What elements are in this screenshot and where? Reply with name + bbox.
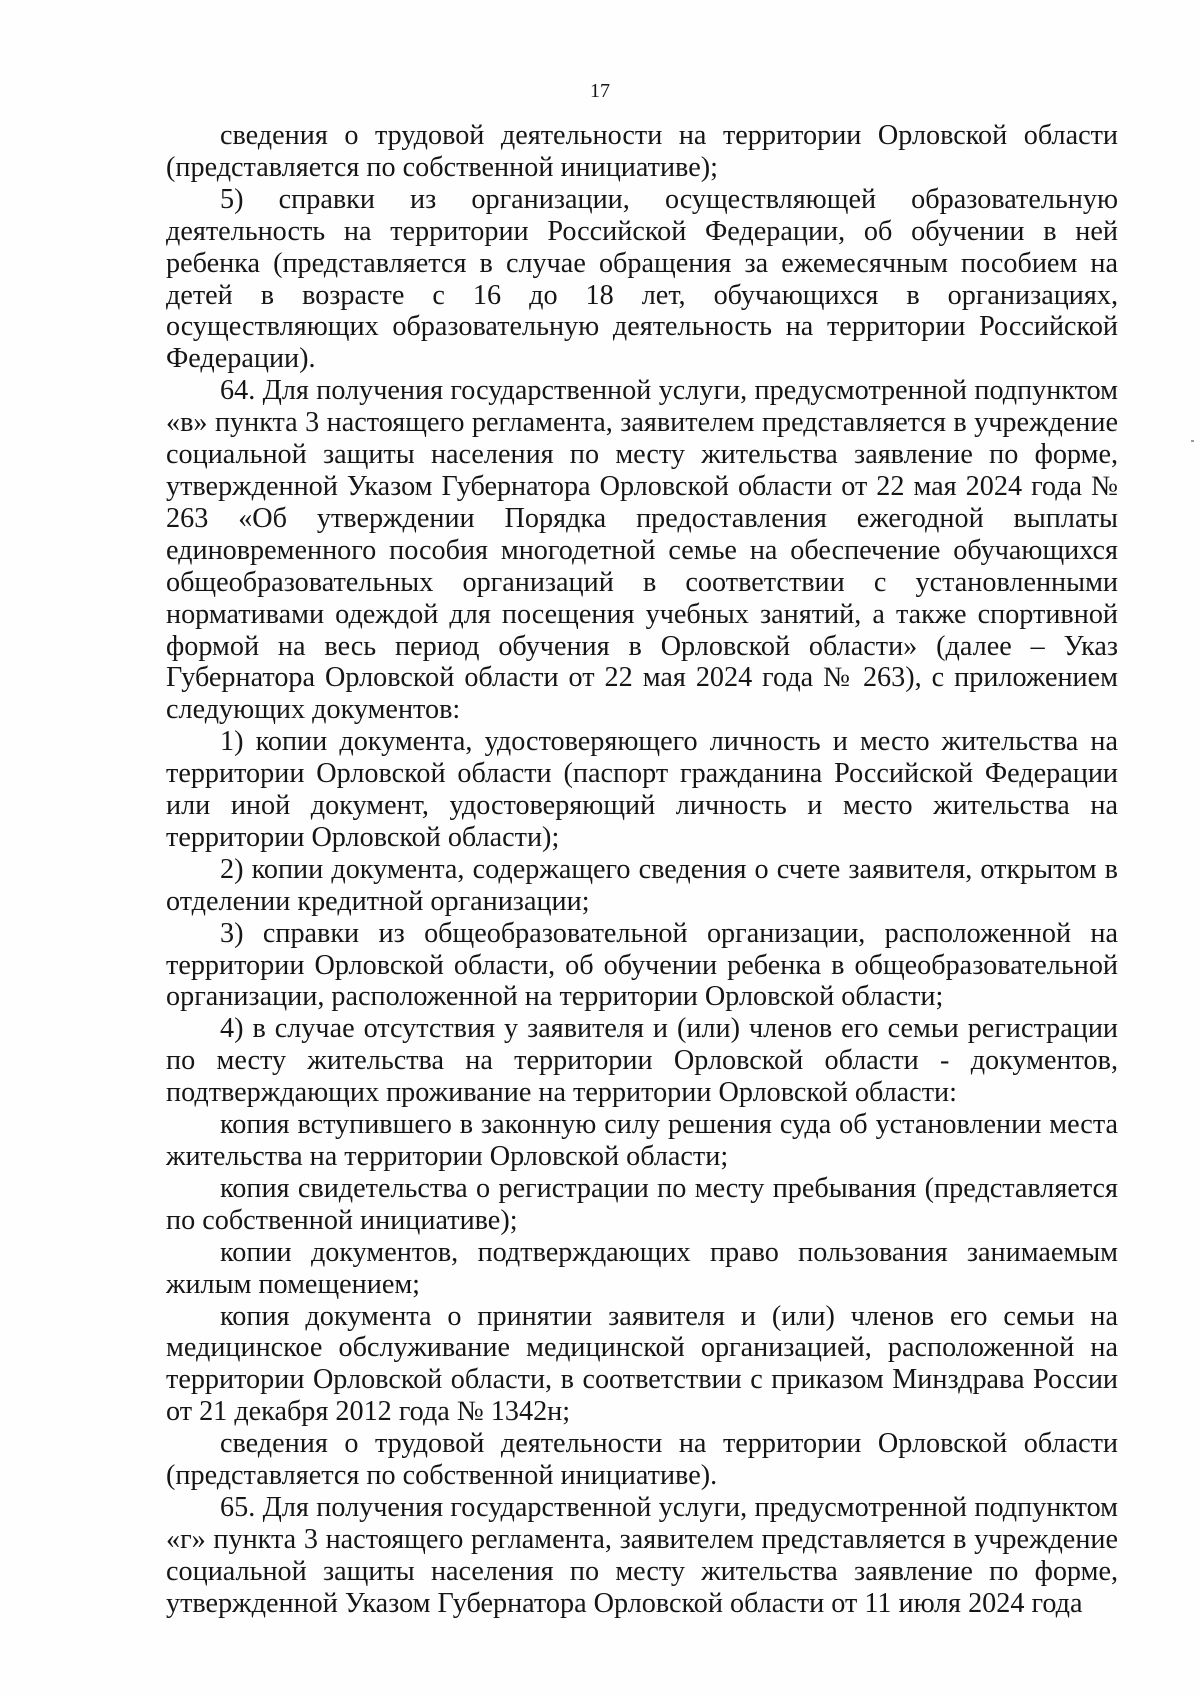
paragraph-court-decision-copy: копия вступившего в законную силу решения суда об установлении места жительства на территории Орловской области;: [166, 1109, 1118, 1172]
paragraph-section-65: 65. Для получения государственной услуги, предусмотренной подпунктом «г» пункта 3 настоящего регламента, заявителем представляется в учреждение социальной защиты населения по месту жительства заявление по форме, утвержденной Указом Губернатора Орловской области от 11 июля 2024 года: [166, 1491, 1118, 1619]
paragraph-item-1-identity-document: 1) копии документа, удостоверяющего личность и место жительства на территории Орловской области (паспорт гражданина Российской Федерации или иной документ, удостоверяющий личность и место жительства на территории Орловской области);: [166, 726, 1118, 853]
paragraph-item-3-school-certificate: 3) справки из общеобразовательной организации, расположенной на территории Орловской области, об обучении ребенка в общеобразовательной организации, расположенной на территории Орловской области;: [166, 917, 1118, 1013]
paragraph-item-2-bank-account: 2) копии документа, содержащего сведения о счете заявителя, открытом в отделении кредитной организации;: [166, 853, 1118, 917]
paragraph-housing-rights-copies: копии документов, подтверждающих право пользования занимаемым жилым помещением;: [166, 1236, 1118, 1300]
paragraph-medical-service-document: копия документа о принятии заявителя и (или) членов его семьи на медицинское обслуживание медицинской организацией, расположенной на территории Орловской области, в соответствии с приказом Минздрава России от 21 декабря 2012 года № 1342н;: [166, 1300, 1118, 1428]
paragraph-section-64: 64. Для получения государственной услуги, предусмотренной подпунктом «в» пункта 3 настоящего регламента, заявителем представляется в учреждение социальной защиты населения по месту жительства заявление по форме, утвержденной Указом Губернатора Орловской области от 22 мая 2024 года № 263 «Об утверждении Порядка предоставления ежегодной выплаты единовременного пособия многодетной семье на обеспечение обучающихся общеобразовательных организаций в соответствии с установленными нормативами одеждой для посещения учебных занятий, а также спортивной формой на весь период обучения в Орловской области» (далее – Указ Губернатора Орловской области от 22 мая 2024 года № 263), с приложением следующих документов:: [166, 375, 1118, 726]
document-body: [166, 120, 1118, 1620]
paragraph-item-4-residence-documents: 4) в случае отсутствия у заявителя и (или) членов его семьи регистрации по месту жительства на территории Орловской области - документов, подтверждающих проживание на территории Орловской области:: [166, 1013, 1118, 1109]
paragraph-work-activity-info-2: сведения о трудовой деятельности на территории Орловской области (представляется по собственной инициативе).: [166, 1428, 1118, 1492]
paragraph-registration-certificate-copy: копия свидетельства о регистрации по месту пребывания (представляется по собственной инициативе);: [166, 1172, 1118, 1236]
scan-speck: [1191, 440, 1194, 442]
paragraph-work-activity-info: сведения о трудовой деятельности на территории Орловской области (представляется по собственной инициативе);: [166, 120, 1118, 183]
page-number: 17: [590, 80, 610, 102]
paragraph-item-5-education-certificate: 5) справки из организации, осуществляющей образовательную деятельность на территории Российской Федерации, об обучении в ней ребенка (представляется в случае обращения за ежемесячным пособием на детей в возрасте с 16 до 18 лет, обучающихся в организациях, осуществляющих образовательную деятельность на территории Российской Федерации).: [166, 183, 1118, 375]
